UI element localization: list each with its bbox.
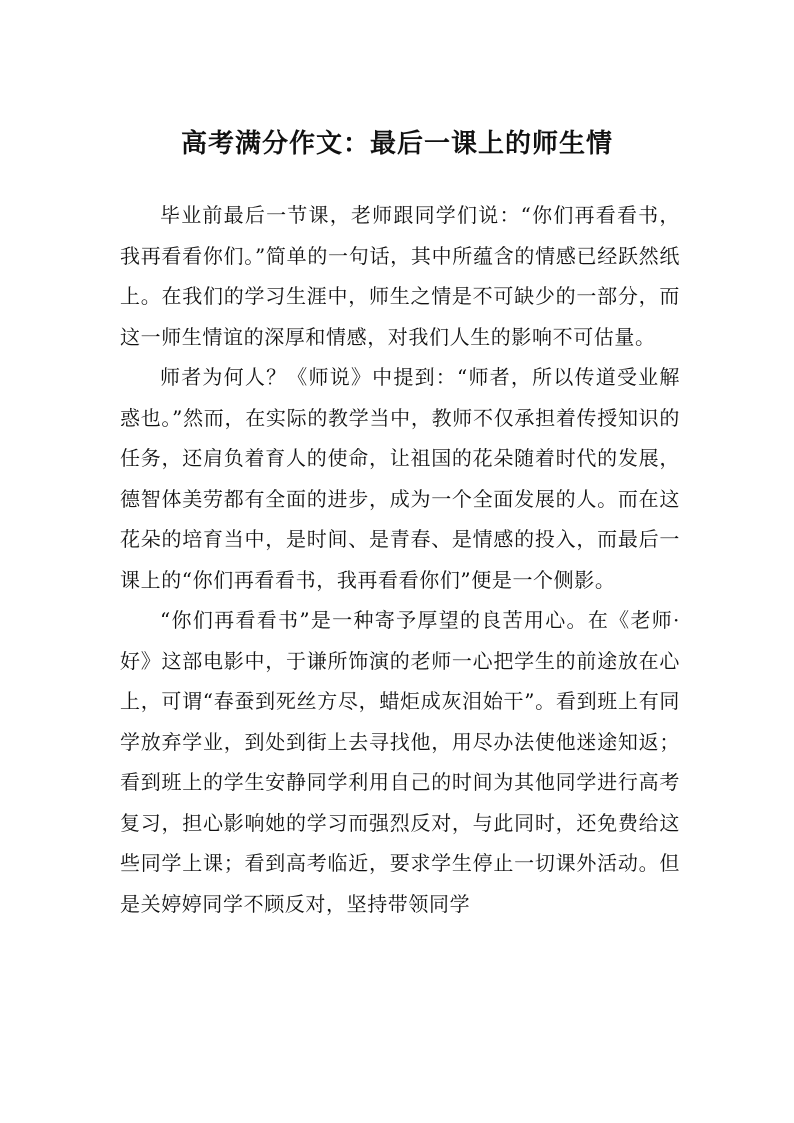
paragraph-3: “你们再看看书”是一种寄予厚望的良苦用心。在《老师·好》这部电影中，于谦所饰演的老师一心把学生的前途放在心上，可谓“春蚕到死丝方尽，蜡炬成灰泪始干”。看到班上有同学放弃学业，到处到街上去寻找他，用尽办法使他迷途知返；看到班上的学生安静同学利用自己的时间为其他同学进行高考复习，担心影响她的学习而强烈反对，与此同时，还免费给这些同学上课；看到高考临近，要求学生停止一切课外活动。但是关婷婷同学不顾反对，坚持带领同学 <box>120 608 680 916</box>
document-body <box>120 195 680 924</box>
paragraph-1: 毕业前最后一节课，老师跟同学们说：“你们再看看书，我再看看你们。”简单的一句话，其中所蕴含的情感已经跃然纸上。在我们的学习生涯中，师生之情是不可缺少的一部分，而这一师生情谊的深厚和情感，对我们人生的影响不可估量。 <box>120 203 680 349</box>
document-title: 高考满分作文：最后一课上的师生情 <box>180 129 613 159</box>
paragraph-2: 师者为何人？《师说》中提到：“师者，所以传道受业解惑也。”然而，在实际的教学当中，教师不仅承担着传授知识的任务，还肩负着育人的使命，让祖国的花朵随着时代的发展，德智体美劳都有全面的进步，成为一个全面发展的人。而在这花朵的培育当中，是时间、是青春、是情感的投入，而最后一课上的“你们再看看书，我再看看你们”便是一个侧影。 <box>120 365 680 592</box>
